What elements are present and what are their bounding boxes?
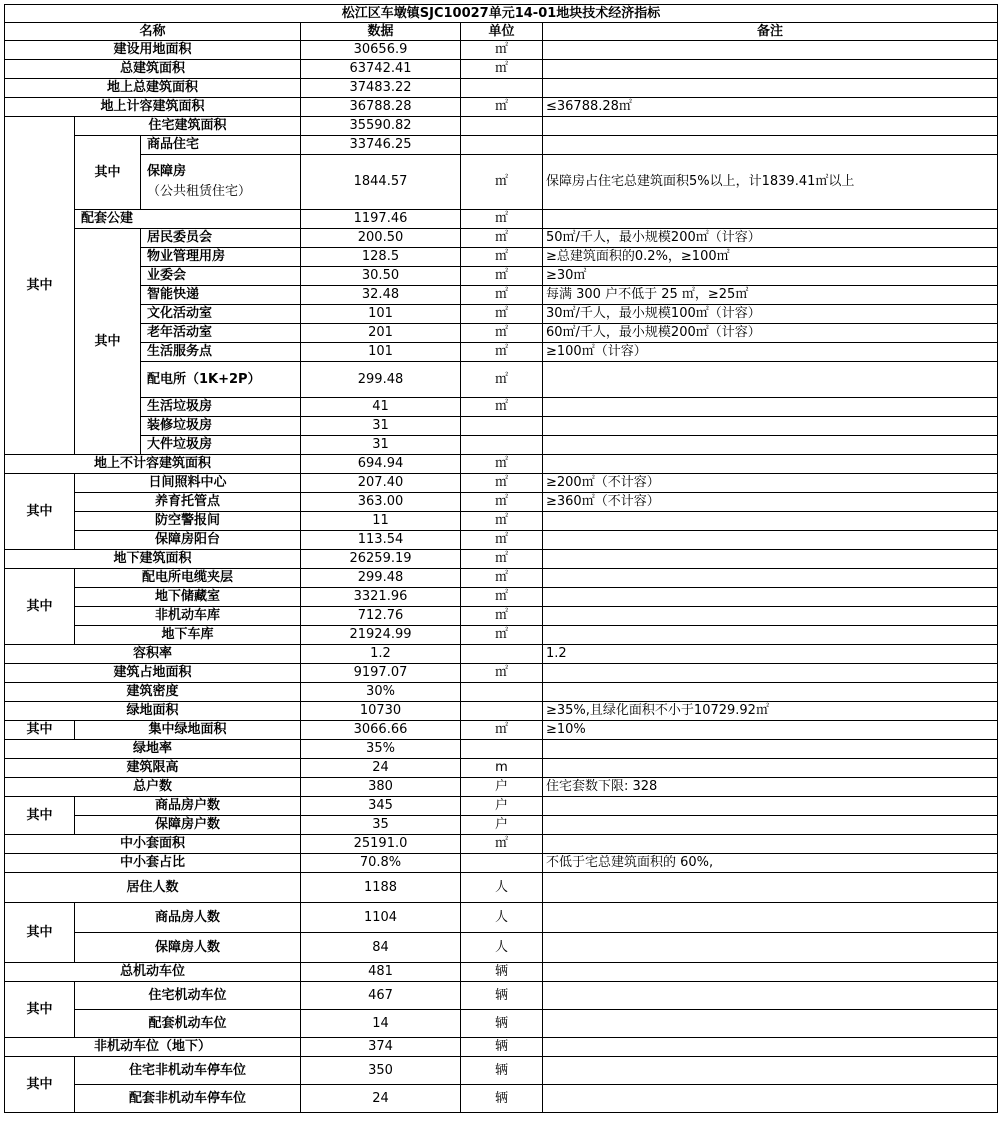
remark-value: 住宅套数下限: 328	[543, 778, 998, 797]
remark-value: 不低于宅总建筑面积的 60%,	[543, 854, 998, 873]
remark-value	[543, 436, 998, 455]
unit-value: ㎡	[461, 267, 543, 286]
data-value: 9197.07	[301, 664, 461, 683]
remark-value	[543, 569, 998, 588]
remark-value: ≥10%	[543, 721, 998, 740]
remark-value	[543, 933, 998, 963]
row-name: 保障房人数	[75, 933, 301, 963]
unit-value	[461, 117, 543, 136]
data-value: 21924.99	[301, 626, 461, 645]
row-name: 建筑密度	[5, 683, 301, 702]
data-value: 63742.41	[301, 60, 461, 79]
row-name: 非机动车位（地下）	[5, 1038, 301, 1057]
row-name: 绿地率	[5, 740, 301, 759]
unit-value: 辆	[461, 1010, 543, 1038]
row-name: 住宅建筑面积	[75, 117, 301, 136]
row-name: 总机动车位	[5, 963, 301, 982]
unit-value: ㎡	[461, 474, 543, 493]
remark-value	[543, 79, 998, 98]
row-name: 防空警报间	[75, 512, 301, 531]
unit-value: ㎡	[461, 210, 543, 229]
data-value: 345	[301, 797, 461, 816]
unit-value: ㎡	[461, 531, 543, 550]
row-name: 智能快递	[141, 286, 301, 305]
table-row	[5, 417, 998, 436]
remark-value	[543, 982, 998, 1010]
unit-value: m	[461, 759, 543, 778]
data-value: 30%	[301, 683, 461, 702]
data-value: 481	[301, 963, 461, 982]
remark-value: 60㎡/千人，最小规模200㎡（计容）	[543, 324, 998, 343]
data-value: 363.00	[301, 493, 461, 512]
table-row	[5, 1010, 998, 1038]
row-name: 保障房户数	[75, 816, 301, 835]
table-row	[5, 117, 998, 136]
data-value: 25191.0	[301, 835, 461, 854]
remark-value	[543, 398, 998, 417]
unit-value: 户	[461, 816, 543, 835]
table-row	[5, 324, 998, 343]
row-name-line: （公共租赁住宅）	[147, 184, 252, 199]
remark-value	[543, 210, 998, 229]
table-row	[5, 267, 998, 286]
data-value: 31	[301, 417, 461, 436]
table-row	[5, 854, 998, 873]
data-value: 30.50	[301, 267, 461, 286]
table-row	[5, 797, 998, 816]
row-name: 地上计容建筑面积	[5, 98, 301, 117]
row-name: 总建筑面积	[5, 60, 301, 79]
remark-value	[543, 683, 998, 702]
remark-value	[543, 1038, 998, 1057]
remark-value: ≥总建筑面积的0.2%，≥100㎡	[543, 248, 998, 267]
unit-value: ㎡	[461, 835, 543, 854]
row-name: 文化活动室	[141, 305, 301, 324]
data-value: 101	[301, 305, 461, 324]
table-row	[5, 626, 998, 645]
data-value: 1197.46	[301, 210, 461, 229]
remark-value	[543, 41, 998, 60]
remark-value: ≥100㎡（计容）	[543, 343, 998, 362]
unit-value: 户	[461, 797, 543, 816]
table-row	[5, 683, 998, 702]
row-name: 住宅机动车位	[75, 982, 301, 1010]
table-row	[5, 816, 998, 835]
row-name: 居民委员会	[141, 229, 301, 248]
table-row	[5, 721, 998, 740]
unit-value: ㎡	[461, 455, 543, 474]
row-name: 非机动车库	[75, 607, 301, 626]
data-value: 1844.57	[301, 155, 461, 210]
row-name: 大件垃圾房	[141, 436, 301, 455]
data-value: 1104	[301, 903, 461, 933]
table-row	[5, 436, 998, 455]
remark-value	[543, 531, 998, 550]
row-name-line: 保障房	[147, 164, 187, 179]
table-row	[5, 493, 998, 512]
row-name: 地下建筑面积	[5, 550, 301, 569]
group-label: 其中	[5, 117, 75, 455]
table-row	[5, 1038, 998, 1057]
unit-value: ㎡	[461, 569, 543, 588]
unit-value: 人	[461, 933, 543, 963]
table-row	[5, 98, 998, 117]
data-value: 84	[301, 933, 461, 963]
remark-value	[543, 607, 998, 626]
unit-value: ㎡	[461, 664, 543, 683]
unit-value: ㎡	[461, 155, 543, 210]
row-name: 中小套面积	[5, 835, 301, 854]
unit-value: 人	[461, 903, 543, 933]
remark-value: 1.2	[543, 645, 998, 664]
row-name: 装修垃圾房	[141, 417, 301, 436]
data-value: 299.48	[301, 569, 461, 588]
table-row	[5, 982, 998, 1010]
unit-value	[461, 436, 543, 455]
row-name: 保障房阳台	[75, 531, 301, 550]
table-row	[5, 873, 998, 903]
row-name: 居住人数	[5, 873, 301, 903]
unit-value	[461, 645, 543, 664]
unit-value: ㎡	[461, 343, 543, 362]
table-title: 松江区车墩镇SJC10027单元14-01地块技术经济指标	[5, 5, 998, 23]
table-row	[5, 79, 998, 98]
table-row	[5, 933, 998, 963]
data-value: 113.54	[301, 531, 461, 550]
unit-value: 辆	[461, 982, 543, 1010]
table-row	[5, 645, 998, 664]
remark-value	[543, 455, 998, 474]
unit-value: ㎡	[461, 607, 543, 626]
row-name: 配套公建	[75, 210, 301, 229]
row-name: 养育托管点	[75, 493, 301, 512]
row-name: 物业管理用房	[141, 248, 301, 267]
data-value: 128.5	[301, 248, 461, 267]
data-value: 1188	[301, 873, 461, 903]
data-value: 31	[301, 436, 461, 455]
row-name: 配套机动车位	[75, 1010, 301, 1038]
remark-value: ≥30㎡	[543, 267, 998, 286]
remark-value: ≥200㎡（不计容）	[543, 474, 998, 493]
row-name: 建筑占地面积	[5, 664, 301, 683]
data-value: 70.8%	[301, 854, 461, 873]
unit-value: ㎡	[461, 512, 543, 531]
remark-value	[543, 963, 998, 982]
unit-value	[461, 702, 543, 721]
remark-value	[543, 588, 998, 607]
data-value: 1.2	[301, 645, 461, 664]
row-name: 建筑限高	[5, 759, 301, 778]
group-label: 其中	[75, 229, 141, 455]
unit-value: ㎡	[461, 305, 543, 324]
table-row	[5, 155, 998, 210]
row-name: 配电所电缆夹层	[75, 569, 301, 588]
indicator-table	[4, 4, 998, 1113]
remark-value: 30㎡/千人，最小规模100㎡（计容）	[543, 305, 998, 324]
row-name: 地下车库	[75, 626, 301, 645]
remark-value: ≤36788.28㎡	[543, 98, 998, 117]
unit-value: ㎡	[461, 248, 543, 267]
row-name: 生活垃圾房	[141, 398, 301, 417]
unit-value: ㎡	[461, 398, 543, 417]
unit-value: ㎡	[461, 362, 543, 398]
remark-value	[543, 797, 998, 816]
remark-value	[543, 417, 998, 436]
table-row	[5, 702, 998, 721]
table-row	[5, 664, 998, 683]
group-label: 其中	[5, 903, 75, 963]
data-value: 374	[301, 1038, 461, 1057]
data-value: 24	[301, 759, 461, 778]
data-value: 26259.19	[301, 550, 461, 569]
table-row	[5, 1057, 998, 1085]
table-row	[5, 607, 998, 626]
data-value: 712.76	[301, 607, 461, 626]
row-name: 商品房户数	[75, 797, 301, 816]
table-row	[5, 740, 998, 759]
table-row	[5, 569, 998, 588]
data-value: 11	[301, 512, 461, 531]
data-value: 3321.96	[301, 588, 461, 607]
table-row	[5, 550, 998, 569]
data-value: 35590.82	[301, 117, 461, 136]
unit-value: 辆	[461, 1057, 543, 1085]
table-row	[5, 229, 998, 248]
header-data: 数据	[301, 23, 461, 41]
data-value: 33746.25	[301, 136, 461, 155]
row-name: 总户数	[5, 778, 301, 797]
data-value: 694.94	[301, 455, 461, 474]
remark-value	[543, 816, 998, 835]
data-value: 35	[301, 816, 461, 835]
group-label: 其中	[75, 136, 141, 210]
unit-value: ㎡	[461, 324, 543, 343]
row-name: 住宅非机动车停车位	[75, 1057, 301, 1085]
data-value: 10730	[301, 702, 461, 721]
row-name: 配套非机动车停车位	[75, 1085, 301, 1113]
remark-value	[543, 117, 998, 136]
row-name: 配电所（1K+2P）	[141, 362, 301, 398]
table-row	[5, 759, 998, 778]
group-label: 其中	[5, 721, 75, 740]
data-value: 207.40	[301, 474, 461, 493]
row-name: 生活服务点	[141, 343, 301, 362]
data-value: 350	[301, 1057, 461, 1085]
remark-value: ≥35%,且绿化面积不小于10729.92㎡	[543, 702, 998, 721]
table-row	[5, 60, 998, 79]
unit-value: ㎡	[461, 229, 543, 248]
row-name: 日间照料中心	[75, 474, 301, 493]
data-value: 41	[301, 398, 461, 417]
remark-value	[543, 873, 998, 903]
unit-value: ㎡	[461, 588, 543, 607]
unit-value: ㎡	[461, 60, 543, 79]
data-value: 30656.9	[301, 41, 461, 60]
table-row	[5, 362, 998, 398]
remark-value: ≥360㎡（不计容）	[543, 493, 998, 512]
table-row	[5, 248, 998, 267]
data-value: 24	[301, 1085, 461, 1113]
data-value: 299.48	[301, 362, 461, 398]
table-row	[5, 455, 998, 474]
unit-value: 辆	[461, 963, 543, 982]
unit-value	[461, 417, 543, 436]
unit-value	[461, 79, 543, 98]
remark-value	[543, 1010, 998, 1038]
group-label: 其中	[5, 797, 75, 835]
table-row	[5, 1085, 998, 1113]
unit-value: ㎡	[461, 98, 543, 117]
remark-value	[543, 903, 998, 933]
remark-value	[543, 512, 998, 531]
unit-value: ㎡	[461, 286, 543, 305]
remark-value	[543, 759, 998, 778]
table-row	[5, 588, 998, 607]
data-value: 36788.28	[301, 98, 461, 117]
unit-value: ㎡	[461, 626, 543, 645]
unit-value	[461, 683, 543, 702]
table-row	[5, 531, 998, 550]
row-name: 业委会	[141, 267, 301, 286]
unit-value	[461, 740, 543, 759]
unit-value: ㎡	[461, 41, 543, 60]
row-name: 集中绿地面积	[75, 721, 301, 740]
unit-value: ㎡	[461, 721, 543, 740]
data-value: 201	[301, 324, 461, 343]
row-name: 地上总建筑面积	[5, 79, 301, 98]
remark-value: 每满 300 户不低于 25 ㎡，≥25㎡	[543, 286, 998, 305]
table-row	[5, 778, 998, 797]
header-remark: 备注	[543, 23, 998, 41]
remark-value	[543, 136, 998, 155]
indicator-sheet	[4, 4, 997, 1113]
group-label: 其中	[5, 1057, 75, 1113]
unit-value: 户	[461, 778, 543, 797]
row-name: 中小套占比	[5, 854, 301, 873]
unit-value	[461, 854, 543, 873]
data-value: 3066.66	[301, 721, 461, 740]
header-unit: 单位	[461, 23, 543, 41]
table-row	[5, 903, 998, 933]
table-row	[5, 41, 998, 60]
remark-value: 保障房占住宅总建筑面积5%以上，计1839.41㎡以上	[543, 155, 998, 210]
data-value: 101	[301, 343, 461, 362]
remark-value	[543, 1085, 998, 1113]
table-row	[5, 286, 998, 305]
remark-value	[543, 664, 998, 683]
group-label: 其中	[5, 474, 75, 550]
table-row	[5, 963, 998, 982]
remark-value: 50㎡/千人，最小规模200㎡（计容）	[543, 229, 998, 248]
data-value: 200.50	[301, 229, 461, 248]
group-label: 其中	[5, 569, 75, 645]
data-value: 380	[301, 778, 461, 797]
table-row	[5, 305, 998, 324]
unit-value: ㎡	[461, 550, 543, 569]
data-value: 467	[301, 982, 461, 1010]
remark-value	[543, 1057, 998, 1085]
table-row	[5, 210, 998, 229]
row-name: 绿地面积	[5, 702, 301, 721]
unit-value	[461, 136, 543, 155]
data-value: 14	[301, 1010, 461, 1038]
table-row	[5, 136, 998, 155]
table-row	[5, 474, 998, 493]
row-name: 老年活动室	[141, 324, 301, 343]
row-name: 商品房人数	[75, 903, 301, 933]
unit-value: 辆	[461, 1085, 543, 1113]
table-row	[5, 835, 998, 854]
row-name	[141, 155, 301, 210]
remark-value	[543, 362, 998, 398]
row-name: 商品住宅	[141, 136, 301, 155]
header-row	[5, 23, 998, 41]
remark-value	[543, 740, 998, 759]
row-name: 建设用地面积	[5, 41, 301, 60]
group-label: 其中	[5, 982, 75, 1038]
remark-value	[543, 550, 998, 569]
table-row	[5, 398, 998, 417]
header-name: 名称	[5, 23, 301, 41]
unit-value: 辆	[461, 1038, 543, 1057]
unit-value: 人	[461, 873, 543, 903]
data-value: 37483.22	[301, 79, 461, 98]
remark-value	[543, 835, 998, 854]
row-name: 地下储藏室	[75, 588, 301, 607]
table-row	[5, 512, 998, 531]
row-name: 容积率	[5, 645, 301, 664]
data-value: 32.48	[301, 286, 461, 305]
row-name: 地上不计容建筑面积	[5, 455, 301, 474]
data-value: 35%	[301, 740, 461, 759]
unit-value: ㎡	[461, 493, 543, 512]
table-row	[5, 343, 998, 362]
remark-value	[543, 626, 998, 645]
remark-value	[543, 60, 998, 79]
